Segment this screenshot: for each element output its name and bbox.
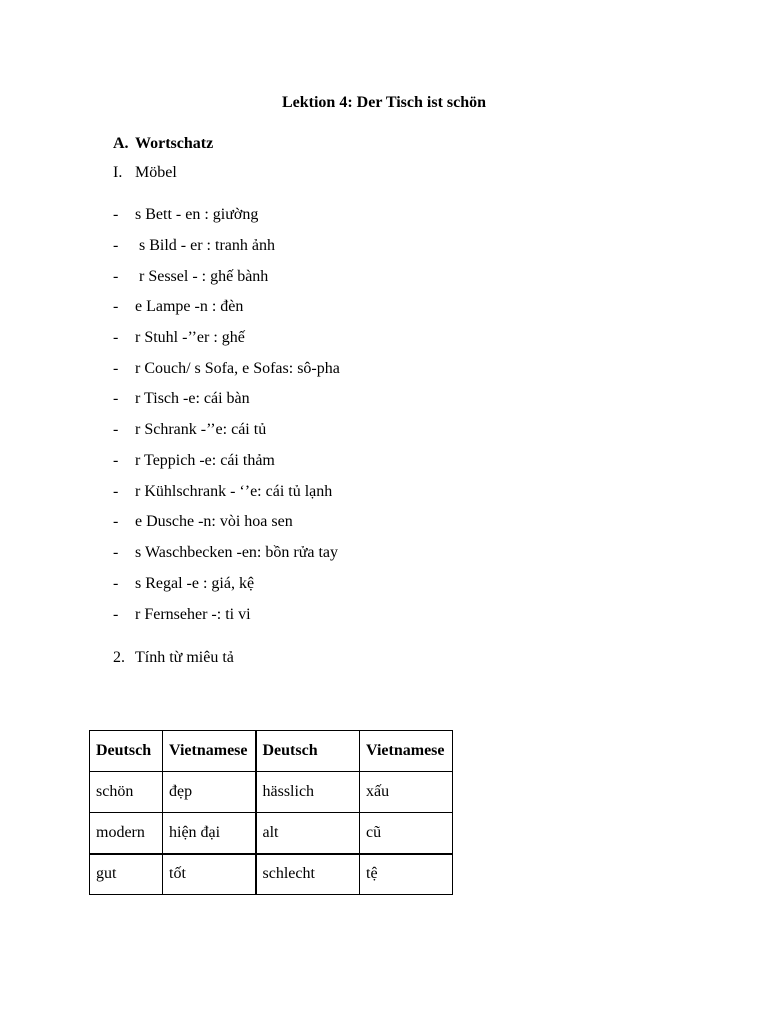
table-header-cell: Deutsch [256,731,360,772]
vocab-item [113,388,250,410]
dash-marker: - [113,268,119,285]
table-cell: hässlich [256,772,360,813]
subsection-heading-adjectives [113,647,234,669]
vocab-text: s Waschbecken -en: bồn rửa tay [135,544,339,561]
table-header-row [90,731,453,772]
vocab-text: r Kühlschrank - ‘’e: cái tủ lạnh [135,483,333,500]
table-cell: schön [90,772,163,813]
dash-marker: - [113,206,119,223]
table-header-cell: Deutsch [90,731,163,772]
table-cell: xấu [360,772,453,813]
vocab-text: s Regal -e : giá, kệ [135,575,255,592]
dash-marker: - [113,329,119,346]
dash-marker: - [113,606,119,623]
vocab-item [113,266,268,288]
vocab-item [113,358,340,380]
table-cell: hiện đại [163,813,256,854]
table-cell: cũ [360,813,453,854]
dash-marker: - [113,513,119,530]
vocab-item [113,542,338,564]
table-cell: alt [256,813,360,854]
vocab-item [113,481,332,503]
dash-marker: - [113,544,119,561]
vocab-text: e Lampe -n : đèn [135,298,244,315]
vocab-item [113,296,243,318]
dash-marker: - [113,298,119,315]
dash-marker: - [113,360,119,377]
vocab-item [113,573,254,595]
dash-marker: - [113,452,119,469]
vocab-text: s Bild - er : tranh ảnh [135,237,275,254]
adjective-table [89,730,453,895]
vocab-text: r Schrank -’’e: cái tủ [135,421,267,438]
table-cell: đẹp [163,772,256,813]
vocab-text: r Fernseher -: ti vi [135,606,251,623]
section-heading-wortschatz [113,133,213,155]
table-row [90,813,453,854]
vocab-item [113,511,293,533]
vocab-item [113,450,275,472]
table-cell: tốt [163,854,256,895]
vocab-item [113,419,266,441]
vocab-text: r Stuhl -’’er : ghế [135,329,245,346]
vocab-item [113,204,258,226]
vocab-text: r Teppich -e: cái thảm [135,452,275,469]
table-row [90,772,453,813]
table-row [90,854,453,895]
section-marker: A. [113,135,129,152]
dash-marker: - [113,483,119,500]
vocab-text: s Bett - en : giường [135,206,259,223]
table-cell: tệ [360,854,453,895]
table-cell: modern [90,813,163,854]
subsection-label: Möbel [135,164,177,181]
subsection-marker: I. [113,164,123,181]
table-header-cell: Vietnamese [163,731,256,772]
subsection-label: Tính từ miêu tả [135,649,234,666]
subsection-heading-moebel [113,162,177,184]
dash-marker: - [113,390,119,407]
page-title: Lektion 4: Der Tisch ist schön [281,94,487,111]
table-cell: gut [90,854,163,895]
dash-marker: - [113,575,119,592]
vocab-item [113,327,245,349]
vocab-item [113,235,275,257]
vocab-text: r Couch/ s Sofa, e Sofas: sô-pha [135,360,340,377]
vocab-text: r Tisch -e: cái bàn [135,390,250,407]
vocab-text: e Dusche -n: vòi hoa sen [135,513,293,530]
table-cell: schlecht [256,854,360,895]
vocab-text: r Sessel - : ghế bành [135,268,269,285]
section-label: Wortschatz [135,135,214,152]
subsection-marker: 2. [113,649,125,666]
dash-marker: - [113,237,119,254]
dash-marker: - [113,421,119,438]
vocab-item [113,604,251,626]
table-header-cell: Vietnamese [360,731,453,772]
